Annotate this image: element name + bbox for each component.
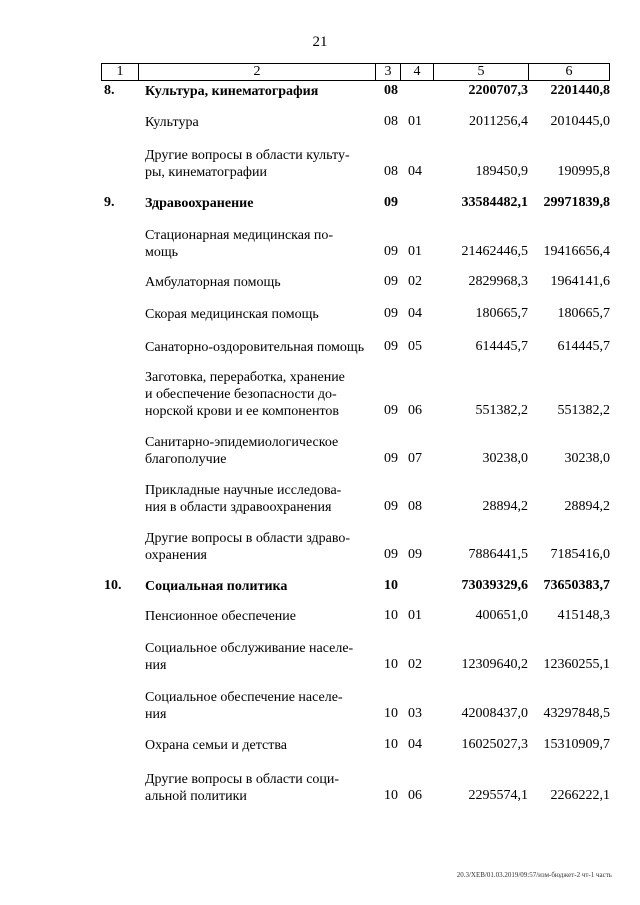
value-col-5: 30238,0	[482, 451, 528, 466]
value-col-5: 21462446,5	[461, 244, 528, 259]
row-name-line: Другие вопросы в области соци-	[145, 772, 340, 787]
subsection-code: 01	[408, 244, 422, 259]
row-name-line: мощь	[145, 245, 179, 260]
row-name	[145, 83, 369, 100]
section-code: 09	[384, 547, 398, 562]
row-name-line: Заготовка, переработка, хранение	[145, 370, 345, 385]
subsection-code: 07	[408, 451, 422, 466]
row-name	[145, 482, 369, 516]
value-col-6: 43297848,5	[543, 706, 610, 721]
row-name	[145, 195, 369, 212]
row-name	[145, 737, 369, 754]
value-col-6: 29971839,8	[543, 195, 610, 210]
row-name	[145, 306, 369, 323]
value-col-6: 7185416,0	[550, 547, 610, 562]
section-code: 08	[384, 164, 398, 179]
value-col-5: 400651,0	[475, 608, 528, 623]
value-col-6: 190995,8	[557, 164, 610, 179]
footer-stamp: 20.3/XEB/01.03.2019/09:57/изм-бюджет-2 чт-1 часть	[456, 871, 612, 879]
value-col-6: 551382,2	[557, 403, 610, 418]
section-code: 10	[384, 788, 398, 803]
row-name-line: норской крови и ее компонентов	[145, 404, 340, 419]
row-name-line: и обеспечение безопасности до-	[145, 387, 337, 402]
row-name-line: ния	[145, 658, 167, 673]
row-number: 10.	[104, 578, 122, 593]
subsection-code: 02	[408, 274, 422, 289]
section-code: 10	[384, 578, 398, 593]
row-name	[145, 640, 369, 674]
section-code: 08	[384, 83, 398, 98]
header-col-2: 2	[253, 64, 261, 79]
subsection-code: 05	[408, 339, 422, 354]
header-col-5: 5	[477, 64, 485, 79]
row-name-line: благополучие	[145, 452, 227, 467]
row-name	[145, 434, 369, 468]
row-name-line: Культура, кинематография	[145, 84, 319, 99]
header-col-3: 3	[384, 64, 392, 79]
row-name-line: ры, кинематографии	[145, 165, 267, 180]
value-col-6: 2010445,0	[550, 114, 610, 129]
row-name	[145, 274, 369, 291]
subsection-code: 01	[408, 608, 422, 623]
row-number: 8.	[104, 83, 115, 98]
row-name	[145, 339, 369, 356]
row-name-line: охранения	[145, 548, 207, 563]
value-col-6: 30238,0	[564, 451, 610, 466]
section-code: 09	[384, 499, 398, 514]
section-code: 09	[384, 403, 398, 418]
row-name	[145, 114, 369, 131]
row-name-line: Социальная политика	[145, 579, 288, 594]
subsection-code: 09	[408, 547, 422, 562]
header-col-1: 1	[116, 64, 124, 79]
row-name	[145, 578, 369, 595]
row-name-line: Другие вопросы в области здраво-	[145, 531, 350, 546]
subsection-code: 01	[408, 114, 422, 129]
subsection-code: 02	[408, 657, 422, 672]
row-name	[145, 689, 369, 723]
section-code: 10	[384, 608, 398, 623]
value-col-6: 180665,7	[557, 306, 610, 321]
row-name-line: Стационарная медицинская по-	[145, 228, 334, 243]
row-name-line: альной политики	[145, 789, 247, 804]
section-code: 10	[384, 657, 398, 672]
row-name-line: Культура	[145, 115, 199, 130]
table-header	[101, 63, 610, 81]
value-col-5: 614445,7	[475, 339, 528, 354]
value-col-6: 415148,3	[557, 608, 610, 623]
value-col-5: 2200707,3	[468, 83, 528, 98]
row-name-line: Скорая медицинская помощь	[145, 307, 319, 322]
row-name-line: Санитарно-эпидемиологическое	[145, 435, 339, 450]
row-name-line: Здравоохранение	[145, 196, 254, 211]
row-name	[145, 369, 369, 420]
value-col-6: 2201440,8	[550, 83, 610, 98]
row-name-line: Амбулаторная помощь	[145, 275, 281, 290]
value-col-5: 73039329,6	[461, 578, 528, 593]
header-col-4: 4	[413, 64, 421, 79]
subsection-code: 03	[408, 706, 422, 721]
value-col-5: 16025027,3	[461, 737, 528, 752]
value-col-6: 1964141,6	[550, 274, 610, 289]
section-code: 09	[384, 451, 398, 466]
value-col-6: 12360255,1	[543, 657, 610, 672]
section-code: 09	[384, 274, 398, 289]
row-name	[145, 227, 369, 261]
value-col-6: 2266222,1	[550, 788, 610, 803]
page-number: 21	[312, 34, 328, 50]
value-col-5: 2829968,3	[468, 274, 528, 289]
subsection-code: 04	[408, 306, 422, 321]
section-code: 09	[384, 306, 398, 321]
value-col-5: 189450,9	[475, 164, 528, 179]
value-col-5: 7886441,5	[468, 547, 528, 562]
row-name	[145, 771, 369, 805]
value-col-6: 614445,7	[557, 339, 610, 354]
value-col-6: 28894,2	[564, 499, 610, 514]
row-name-line: Социальное обеспечение населе-	[145, 690, 343, 705]
value-col-6: 19416656,4	[543, 244, 610, 259]
value-col-5: 2295574,1	[468, 788, 528, 803]
row-name-line: Санаторно-оздоровительная помощь	[145, 340, 365, 355]
value-col-6: 15310909,7	[543, 737, 610, 752]
row-name-line: ния	[145, 707, 167, 722]
value-col-5: 42008437,0	[461, 706, 528, 721]
value-col-5: 28894,2	[482, 499, 528, 514]
section-code: 10	[384, 737, 398, 752]
section-code: 10	[384, 706, 398, 721]
section-code: 09	[384, 339, 398, 354]
subsection-code: 08	[408, 499, 422, 514]
row-name-line: Другие вопросы в области культу-	[145, 148, 350, 163]
row-name-line: Охрана семьи и детства	[145, 738, 287, 753]
section-code: 09	[384, 244, 398, 259]
value-col-5: 2011256,4	[469, 114, 528, 129]
section-code: 08	[384, 114, 398, 129]
header-col-6: 6	[565, 64, 573, 79]
value-col-5: 180665,7	[475, 306, 528, 321]
row-name-line: Социальное обслуживание населе-	[145, 641, 354, 656]
row-name-line: ния в области здравоохранения	[145, 500, 332, 515]
row-name	[145, 147, 369, 181]
subsection-code: 06	[408, 788, 422, 803]
subsection-code: 06	[408, 403, 422, 418]
subsection-code: 04	[408, 164, 422, 179]
row-name	[145, 530, 369, 564]
row-name-line: Прикладные научные исследова-	[145, 483, 342, 498]
section-code: 09	[384, 195, 398, 210]
row-number: 9.	[104, 195, 115, 210]
value-col-5: 551382,2	[475, 403, 528, 418]
subsection-code: 04	[408, 737, 422, 752]
value-col-6: 73650383,7	[543, 578, 610, 593]
value-col-5: 33584482,1	[461, 195, 528, 210]
value-col-5: 12309640,2	[461, 657, 528, 672]
row-name-line: Пенсионное обеспечение	[145, 609, 296, 624]
row-name	[145, 608, 369, 625]
